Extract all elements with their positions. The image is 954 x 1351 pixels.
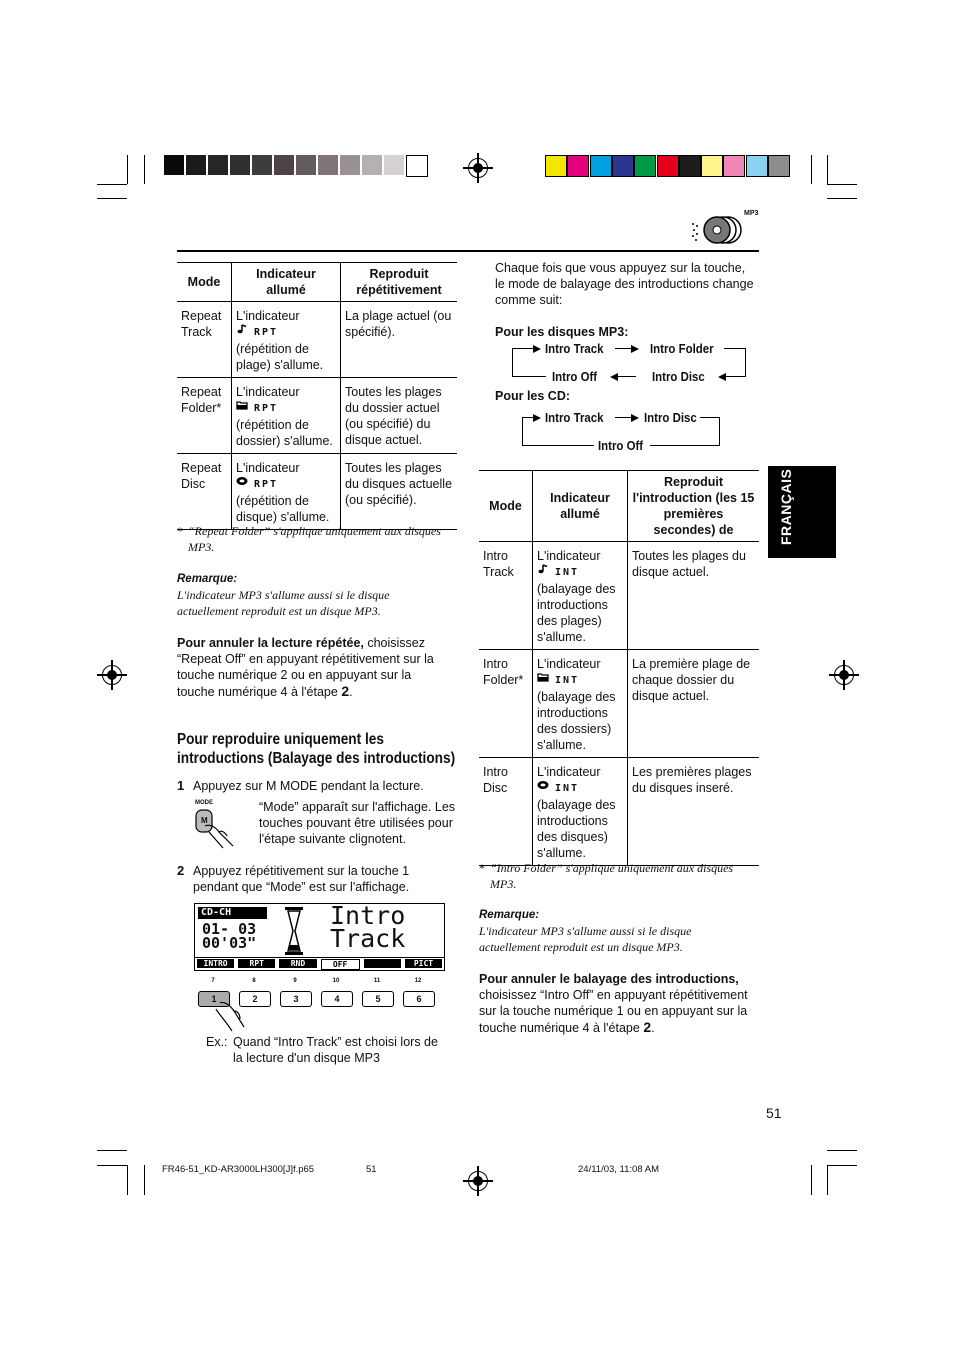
display-big-line-1: Intro: [330, 901, 406, 930]
flow-cd-intro-disc: Intro Disc: [644, 410, 697, 425]
indicator-text: L'indicateur: [537, 549, 601, 563]
plays-cell: La plage actuel (ou spécifié).: [341, 302, 458, 378]
number-button-5[interactable]: 5: [362, 991, 394, 1007]
footer-page: 51: [366, 1164, 377, 1175]
intro-paragraph: Chaque fois que vous appuyez sur la touche, le mode de balayage des introductions change comme suit:: [495, 261, 754, 307]
flow-mp3-intro-track: Intro Track: [545, 341, 604, 356]
table-header: Reproduit répétitivement: [341, 263, 458, 302]
color-swatch: [545, 155, 567, 177]
step-1-number: 1: [177, 778, 185, 793]
indicator-text: (balayage des introductions des dossiers) s'allume.: [537, 690, 616, 752]
table-header: Reproduit l'introduction (les 15 premières secondes) de: [628, 471, 760, 542]
indicator-cell: [533, 650, 628, 758]
color-swatch: [634, 155, 656, 177]
mp3-badge: MP3: [744, 210, 759, 217]
flow-cd-intro-off: Intro Off: [598, 438, 644, 453]
color-swatch: [612, 155, 634, 177]
button-secondary-label: 10: [332, 978, 340, 984]
indicator-symbol: [537, 672, 623, 689]
mode-button-illustration: [193, 800, 243, 850]
mp3-disc-icon: [690, 212, 760, 244]
plays-cell: Toutes les plages du disque actuel.: [628, 542, 760, 650]
display-menu-item: PICT: [405, 959, 442, 968]
header-rule: [177, 250, 759, 252]
repeat-mode-table: [177, 262, 457, 530]
intro-mode-table: [479, 470, 759, 866]
indicator-symbol: [537, 564, 623, 581]
registration-mark-top: [468, 158, 488, 178]
indicator-text: L'indicateur: [537, 657, 601, 671]
registration-mark-bottom: [468, 1171, 488, 1191]
indicator-symbol: [236, 476, 336, 493]
step-2-number: 2: [177, 863, 185, 878]
display-source: CD-CH: [198, 907, 267, 919]
indicator-code: INT: [555, 567, 580, 578]
display-menu-item: RND: [279, 959, 316, 968]
step-2-text: Appuyez répétitivement sur la touche 1 pendant que “Mode” est sur l'affichage.: [193, 864, 410, 894]
gray-swatch: [274, 155, 294, 175]
indicator-text: L'indicateur: [537, 765, 601, 779]
footer-date: 24/11/03, 11:08 AM: [578, 1164, 659, 1175]
cancel-repeat-paragraph: Pour annuler la lecture répétée, choisissez “Repeat Off” en appuyant répétitivement sur la touche numérique 2 ou en appuyant sur la touche numérique 4 à l'étape 2.: [177, 636, 434, 699]
table-header: Indicateur allumé: [533, 471, 628, 542]
footer-file: FR46-51_KD-AR3000LH300[J]f.p65: [162, 1164, 315, 1175]
language-tab: [768, 466, 836, 558]
disc-icon: [236, 476, 248, 492]
display-big-line-2: Track: [330, 924, 406, 953]
table-row: [479, 758, 759, 866]
indicator-text: (balayage des introductions des disques) s'allume.: [537, 798, 616, 860]
display-menu-item: RPT: [238, 959, 275, 968]
indicator-text: (répétition de plage) s'allume.: [236, 342, 324, 372]
indicator-cell: [533, 542, 628, 650]
gray-swatch: [164, 155, 184, 175]
button-secondary-label: 9: [293, 978, 297, 984]
button-secondary-label: 8: [252, 978, 256, 984]
button-secondary-label: 7: [211, 978, 215, 984]
flow-mp3-intro-disc: Intro Disc: [652, 369, 705, 384]
mode-cell: Repeat Track: [181, 309, 222, 339]
gray-swatch: [362, 155, 382, 175]
display-menu-item: [364, 959, 401, 968]
indicator-text: L'indicateur: [236, 461, 300, 475]
indicator-text: (balayage des introductions des plages) s'allume.: [537, 582, 616, 644]
display-track: 01- 03: [202, 920, 257, 938]
table-row: [177, 302, 457, 378]
flow-cd-intro-track: Intro Track: [545, 410, 604, 425]
mp3-flow-label: Pour les disques MP3:: [495, 325, 629, 339]
mode-cell: Intro Folder*: [483, 657, 524, 687]
page-number: 51: [766, 1105, 782, 1121]
mode-cell: Repeat Folder*: [181, 385, 222, 415]
gray-swatch: [186, 155, 206, 175]
indicator-text: (répétition de dossier) s'allume.: [236, 418, 333, 448]
gray-swatch: [208, 155, 228, 175]
indicator-code: RPT: [254, 327, 279, 338]
table-header: Mode: [489, 499, 522, 513]
mode-cell: Intro Track: [483, 549, 514, 579]
color-swatch: [590, 155, 612, 177]
note-icon: [236, 324, 248, 340]
display-menu-bar: [195, 957, 444, 970]
button-secondary-label: 12: [414, 978, 422, 984]
registration-mark-right: [834, 665, 854, 685]
repeat-footnote: * “Repeat Folder” s'applique uniquement aux disques MP3.: [177, 524, 441, 554]
indicator-code: INT: [555, 675, 580, 686]
gray-swatch: [230, 155, 250, 175]
example-caption: Ex.: Quand “Intro Track” est choisi lors de la lecture d'un disque MP3: [206, 1035, 438, 1065]
cd-flow-label: Pour les CD:: [495, 389, 571, 403]
indicator-text: (répétition de disque) s'allume.: [236, 494, 330, 524]
remark-title-left: Remarque:: [177, 573, 238, 585]
color-swatch: [701, 155, 723, 177]
table-row: [479, 542, 759, 650]
number-button-2[interactable]: 2: [239, 991, 271, 1007]
indicator-code: RPT: [254, 403, 279, 414]
language-tab-label: FRANÇAIS: [778, 468, 794, 545]
intro-footnote: * “Intro Folder” s'applique uniquement aux disques MP3.: [479, 861, 734, 891]
display-menu-item: OFF: [321, 959, 360, 970]
indicator-text: L'indicateur: [236, 385, 300, 399]
indicator-cell: [232, 378, 341, 454]
gray-swatch: [384, 155, 404, 175]
mode-cell: Intro Disc: [483, 765, 509, 795]
hourglass-icon: [285, 907, 303, 955]
indicator-code: RPT: [254, 479, 279, 490]
remark-title-right: Remarque:: [479, 909, 540, 921]
plays-cell: Toutes les plages du dossier actuel (ou spécifié) du disque actuel.: [341, 378, 458, 454]
step-1-text: Appuyez sur M MODE pendant la lecture.: [193, 779, 424, 793]
flow-mp3-intro-folder: Intro Folder: [650, 341, 714, 356]
display-menu-item: INTRO: [197, 959, 234, 968]
number-button-4[interactable]: 4: [321, 991, 353, 1007]
mode-key-label: M: [201, 816, 208, 825]
gray-swatch: [296, 155, 316, 175]
gray-swatch: [406, 155, 428, 177]
number-button-6[interactable]: 6: [403, 991, 435, 1007]
cancel-intro-paragraph: Pour annuler le balayage des introductions, choisissez “Intro Off” en appuyant répétitivement sur la touche numérique 1 ou en appuyant sur la touche numérique 4 à l'étape 2.: [479, 972, 748, 1035]
folder-icon: [236, 400, 248, 416]
folder-icon: [537, 672, 549, 688]
table-row: [177, 378, 457, 454]
indicator-cell: [533, 758, 628, 866]
finger-pressing-icon: [210, 993, 250, 1033]
indicator-cell: [232, 454, 341, 530]
flow-mp3-intro-off: Intro Off: [552, 369, 598, 384]
display-time: 00'03": [202, 934, 257, 952]
indicator-text: L'indicateur: [236, 309, 300, 323]
indicator-code: INT: [555, 783, 580, 794]
registration-mark-left: [102, 665, 122, 685]
gray-swatch: [252, 155, 272, 175]
color-swatch: [746, 155, 768, 177]
mode-label: MODE: [195, 800, 213, 806]
remark-text-left: L'indicateur MP3 s'allume aussi si le disque actuellement reproduit est un disque MP3.: [177, 588, 390, 618]
gray-swatch: [318, 155, 338, 175]
indicator-symbol: [537, 780, 623, 797]
table-row: [177, 454, 457, 530]
color-swatch: [723, 155, 745, 177]
color-swatch: [657, 155, 679, 177]
mode-cell: Repeat Disc: [181, 461, 222, 491]
indicator-symbol: [236, 400, 336, 417]
plays-cell: Les premières plages du disques inseré.: [628, 758, 760, 866]
table-header: Mode: [187, 275, 221, 289]
plays-cell: Toutes les plages du disques actuelle (ou spécifié).: [341, 454, 458, 530]
color-swatch: [567, 155, 589, 177]
disc-icon: [537, 780, 549, 796]
step-1-note: “Mode” apparaît sur l'affichage. Les touches pouvant être utilisées pour l'étape suivante clignotent.: [259, 800, 456, 846]
number-button-3[interactable]: 3: [280, 991, 312, 1007]
color-swatch: [679, 155, 701, 177]
table-row: [479, 650, 759, 758]
color-swatch: [768, 155, 790, 177]
indicator-cell: [232, 302, 341, 378]
lcd-display: [194, 903, 445, 971]
number-button-1[interactable]: 1: [198, 991, 230, 1007]
button-secondary-label: 11: [373, 978, 381, 984]
indicator-symbol: [236, 324, 336, 341]
note-icon: [537, 564, 549, 580]
section-title: Pour reproduire uniquement les introductions (Balayage des introductions): [177, 731, 456, 767]
table-header: Indicateur allumé: [232, 263, 341, 302]
plays-cell: La première plage de chaque dossier du disque actuel.: [628, 650, 760, 758]
gray-swatch: [340, 155, 360, 175]
remark-text-right: L'indicateur MP3 s'allume aussi si le disque actuellement reproduit est un disque MP3.: [479, 924, 692, 954]
